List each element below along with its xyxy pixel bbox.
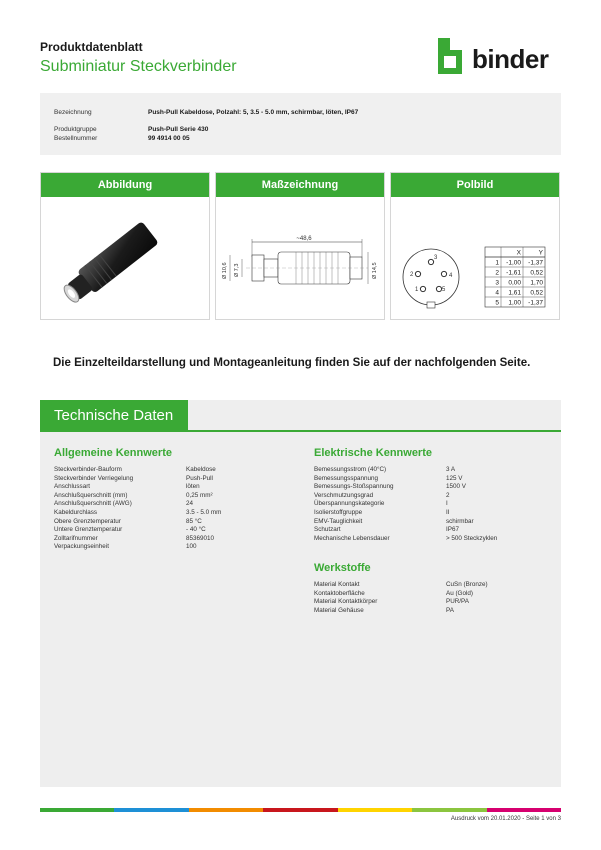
general-spec-value: 0,25 mm² [186, 491, 213, 499]
material-spec-row [314, 607, 488, 616]
electrical-spec-value: 1500 V [446, 483, 466, 491]
electrical-spec-value: > 500 Steckzyklen [446, 534, 498, 542]
general-spec-label: Anschlußquerschnitt (AWG) [54, 500, 132, 508]
pin-table-cell: 0,52 [530, 269, 543, 277]
assembly-notice: Die Einzelteildarstellung und Montageanleitung finden Sie auf der nachfolgenden Seite. [53, 357, 531, 369]
general-spec-label: Steckverbinder Verriegelung [54, 474, 134, 482]
general-spec-value: 85 °C [186, 517, 202, 525]
pin-label-1: 1 [415, 287, 419, 293]
footer-color-segment [40, 808, 114, 812]
footer-color-segment [412, 808, 486, 812]
page-title: Produktdatenblatt [40, 40, 143, 54]
footer-color-segment [114, 808, 188, 812]
general-spec-label: Anschlussart [54, 483, 91, 491]
pin-table-cell: 3 [495, 279, 499, 287]
general-spec-row [54, 492, 221, 501]
pin-table-cell: 1,61 [508, 289, 521, 297]
material-spec-value: Au (Gold) [446, 589, 473, 597]
pin-label-5: 5 [442, 287, 446, 293]
dimension-drawing [216, 197, 384, 320]
general-spec-value: 24 [186, 500, 194, 508]
pin-table-header: Y [538, 249, 543, 257]
materials-list [314, 581, 488, 615]
panel-polbild-title: Polbild [391, 173, 559, 197]
footer-color-segment [338, 808, 412, 812]
electrical-spec-label: Überspannungskategorie [314, 500, 385, 508]
panel-abbildung [40, 172, 210, 320]
electrical-spec-label: Schutzart [314, 526, 341, 534]
info-row-produktgruppe: Produktgruppe Push-Pull Serie 430 [54, 126, 209, 133]
general-spec-label: Kabeldurchlass [54, 508, 98, 516]
general-spec-value: - 40 °C [186, 526, 206, 534]
general-spec-value: Kabeldose [186, 466, 216, 473]
dim-d2: Ø 7,3 [234, 263, 240, 277]
electrical-spec-row [314, 518, 497, 527]
pin-table-cell: -1,61 [506, 269, 521, 277]
electrical-spec-label: Bemessungsstrom (40°C) [314, 466, 387, 473]
dim-d1: Ø 10,6 [222, 262, 228, 279]
general-spec-row [54, 500, 221, 509]
electrical-spec-label: Bemessungsspannung [314, 474, 379, 482]
pin-table-cell: -1,00 [506, 259, 521, 267]
footer-color-segment [487, 808, 561, 812]
technical-data-section [40, 400, 561, 787]
electrical-spec-label: Mechanische Lebensdauer [314, 534, 390, 542]
electrical-spec-label: Bemessungs-Stoßspannung [314, 483, 394, 491]
general-spec-row [54, 483, 221, 492]
electrical-spec-value: II [446, 508, 450, 516]
general-specs-title: Allgemeine Kennwerte [54, 447, 172, 459]
pin-table-cell: 2 [495, 269, 499, 277]
panel-masszeichnung [215, 172, 385, 320]
dim-length: ~48,6 [296, 236, 312, 242]
info-row-bestellnummer: Bestellnummer 99 4914 00 05 [54, 135, 190, 142]
general-spec-row [54, 509, 221, 518]
general-spec-label: Zolltarifnummer [54, 534, 98, 542]
electrical-spec-row [314, 500, 497, 509]
electrical-spec-value: I [446, 500, 448, 508]
electrical-spec-row [314, 509, 497, 518]
info-row-bezeichnung: Bezeichnung Push-Pull Kabeldose, Polzahl: 5, 3.5 - 5.0 mm, schirmbar, löten, IP67 [54, 109, 359, 116]
general-spec-row [54, 526, 221, 535]
product-info-box [40, 93, 561, 155]
electrical-spec-row [314, 526, 497, 535]
pin-table-cell: 1,00 [508, 299, 521, 307]
dim-d3: Ø 14,5 [372, 262, 378, 279]
electrical-spec-label: EMV-Tauglichkeit [314, 517, 363, 525]
pin-label-2: 2 [410, 272, 414, 278]
connector-photo [41, 197, 209, 320]
material-spec-value: CuSn (Bronze) [446, 581, 488, 588]
general-spec-row [54, 518, 221, 527]
footer-color-segment [263, 808, 337, 812]
pin-table-header: X [516, 249, 521, 257]
electrical-spec-row [314, 483, 497, 492]
pin-table-cell: -1,37 [528, 299, 543, 307]
page-subtitle: Subminiatur Steckverbinder [40, 58, 237, 75]
material-spec-row [314, 581, 488, 590]
panel-abbildung-title: Abbildung [41, 173, 209, 197]
electrical-spec-row [314, 466, 497, 475]
panel-masszeichnung-title: Maßzeichnung [216, 173, 384, 197]
material-spec-label: Material Gehäuse [314, 606, 364, 614]
pin-table-cell: 1 [495, 259, 499, 267]
logo-wordmark: binder [472, 44, 549, 74]
pin-table-cell: 1,70 [530, 279, 543, 287]
pin-label-4: 4 [449, 273, 453, 279]
pin-table-cell: 4 [495, 289, 499, 297]
general-spec-label: Steckverbinder-Bauform [54, 466, 122, 473]
electrical-spec-value: IP67 [446, 526, 459, 534]
general-spec-row [54, 543, 221, 552]
general-spec-row [54, 466, 221, 475]
material-spec-value: PA [446, 606, 454, 614]
material-spec-label: Material Kontaktkörper [314, 598, 378, 606]
pin-table-cell: 5 [495, 299, 499, 307]
material-spec-label: Material Kontakt [314, 581, 360, 588]
electrical-specs-title: Elektrische Kennwerte [314, 447, 432, 459]
general-specs-list [54, 466, 221, 552]
electrical-spec-label: Isolierstoffgruppe [314, 508, 363, 516]
general-spec-value: 85369010 [186, 534, 215, 542]
footer-color-segment [189, 808, 263, 812]
pin-table-cell: -1,37 [528, 259, 543, 267]
general-spec-label: Untere Grenztemperatur [54, 526, 123, 534]
print-date-page-info: Ausdruck vom 20.01.2020 - Seite 1 von 3 [450, 816, 561, 822]
tech-title-divider [188, 430, 561, 432]
electrical-spec-value: schirmbar [446, 517, 474, 525]
general-spec-value: Push-Pull [186, 474, 213, 482]
electrical-spec-label: Verschmutzungsgrad [314, 491, 374, 499]
material-spec-row [314, 598, 488, 607]
general-spec-label: Obere Grenztemperatur [54, 517, 121, 525]
tech-section-title: Technische Daten [40, 400, 188, 432]
electrical-spec-value: 3 A [446, 466, 456, 473]
general-spec-row [54, 535, 221, 544]
general-spec-row [54, 475, 221, 484]
footer-color-bar [40, 808, 561, 812]
general-spec-value: 100 [186, 543, 197, 551]
material-spec-row [314, 590, 488, 599]
general-spec-value: 3.5 - 5.0 mm [186, 508, 222, 516]
panel-polbild [390, 172, 560, 320]
general-spec-label: Verpackungseinheit [54, 543, 109, 551]
electrical-spec-row [314, 475, 497, 484]
pin-layout-diagram [391, 197, 559, 320]
material-spec-value: PUR/PA [446, 598, 469, 606]
material-spec-label: Kontaktoberfläche [314, 589, 365, 597]
materials-title: Werkstoffe [314, 562, 371, 574]
pin-table-cell: 0,52 [530, 289, 543, 297]
general-spec-label: Anschlußquerschnitt (mm) [54, 491, 128, 499]
pin-label-3: 3 [434, 255, 438, 261]
electrical-spec-row [314, 535, 497, 544]
pin-coordinate-table [485, 247, 545, 307]
general-spec-value: löten [186, 483, 200, 491]
electrical-spec-value: 125 V [446, 474, 463, 482]
pin-table-cell: 0,00 [508, 279, 521, 287]
electrical-specs-list [314, 466, 497, 543]
electrical-spec-value: 2 [446, 491, 450, 499]
